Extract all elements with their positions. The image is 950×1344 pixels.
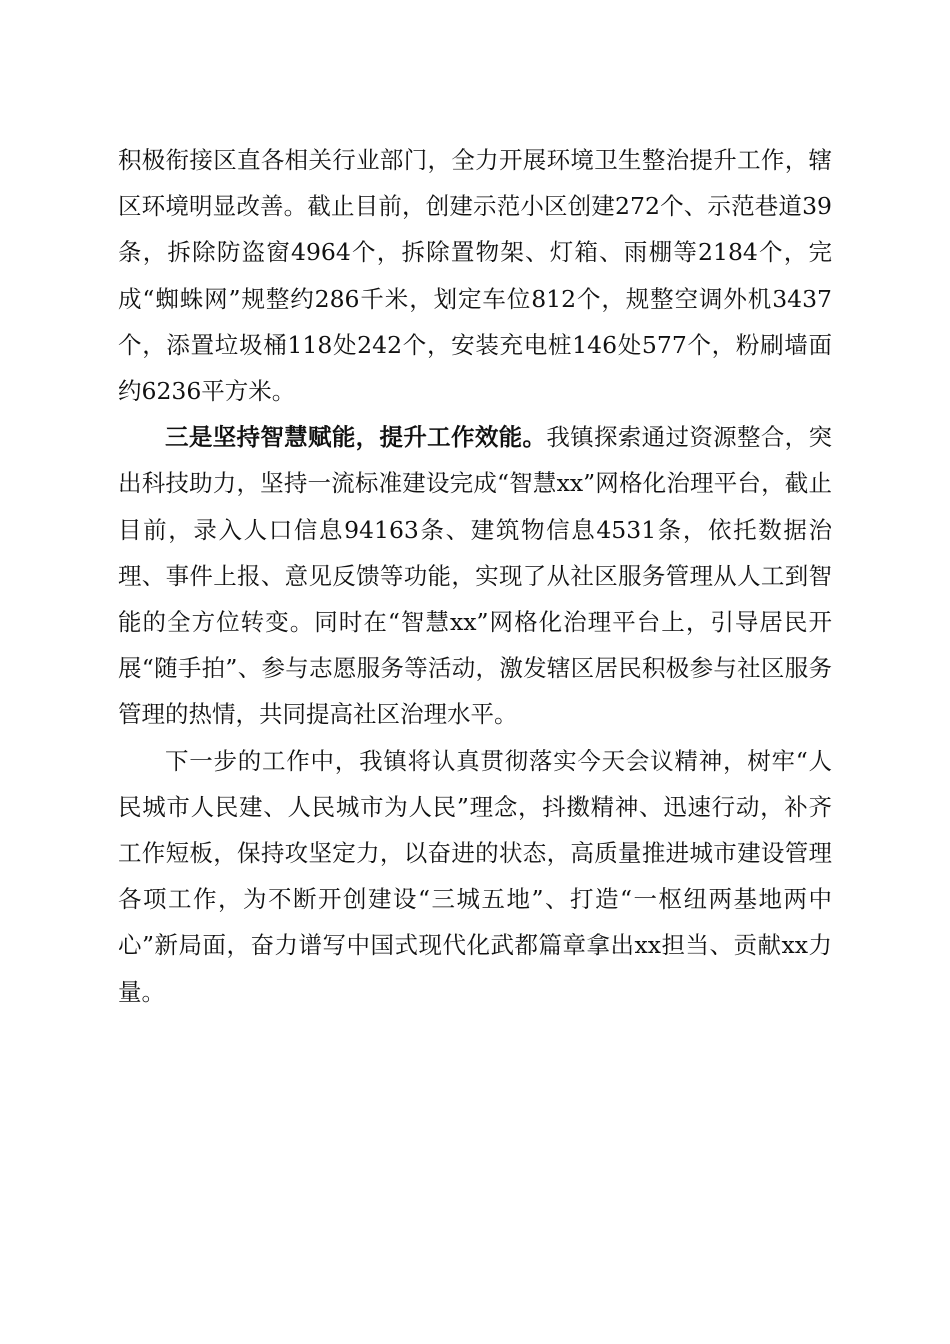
paragraph-next-steps bbox=[118, 738, 832, 1015]
document-body bbox=[118, 137, 832, 1015]
paragraph-text: 积极衔接区直各相关行业部门，全力开展环境卫生整治提升工作，辖区环境明显改善。截止目前，创建示范小区创建272个、示范巷道39条，拆除防盗窗4964个，拆除置物架、灯箱、雨棚等2184个，完成“蜘蛛网”规整约286千米，划定车位812个，规整空调外机3437个，添置垃圾桶118处242个，安装充电桩146处577个，粉刷墙面约6236平方米。 bbox=[118, 146, 832, 406]
paragraph-smart-empowerment bbox=[118, 414, 832, 737]
paragraph-text: 我镇探索通过资源整合，突出科技助力，坚持一流标准建设完成“智慧xx”网格化治理平台，截止目前，录入人口信息94163条、建筑物信息4531条，依托数据治理、事件上报、意见反馈等功能，实现了从社区服务管理从人工到智能的全方位转变。同时在“智慧xx”网格化治理平台上，引导居民开展“随手拍”、参与志愿服务等活动，激发辖区居民积极参与社区服务管理的热情，共同提高社区治理水平。 bbox=[118, 423, 833, 729]
paragraph-heading: 三是坚持智慧赋能，提升工作效能。 bbox=[165, 423, 547, 452]
paragraph-environment-results bbox=[118, 137, 832, 414]
paragraph-text: 下一步的工作中，我镇将认真贯彻落实今天会议精神，树牢“人民城市人民建、人民城市为人民”理念，抖擞精神、迅速行动，补齐工作短板，保持攻坚定力，以奋进的状态，高质量推进城市建设管理各项工作，为不断开创建设“三城五地”、打造“一枢纽两基地两中心”新局面，奋力谱写中国式现代化武都篇章拿出xx担当、贡献xx力量。 bbox=[118, 746, 832, 1006]
